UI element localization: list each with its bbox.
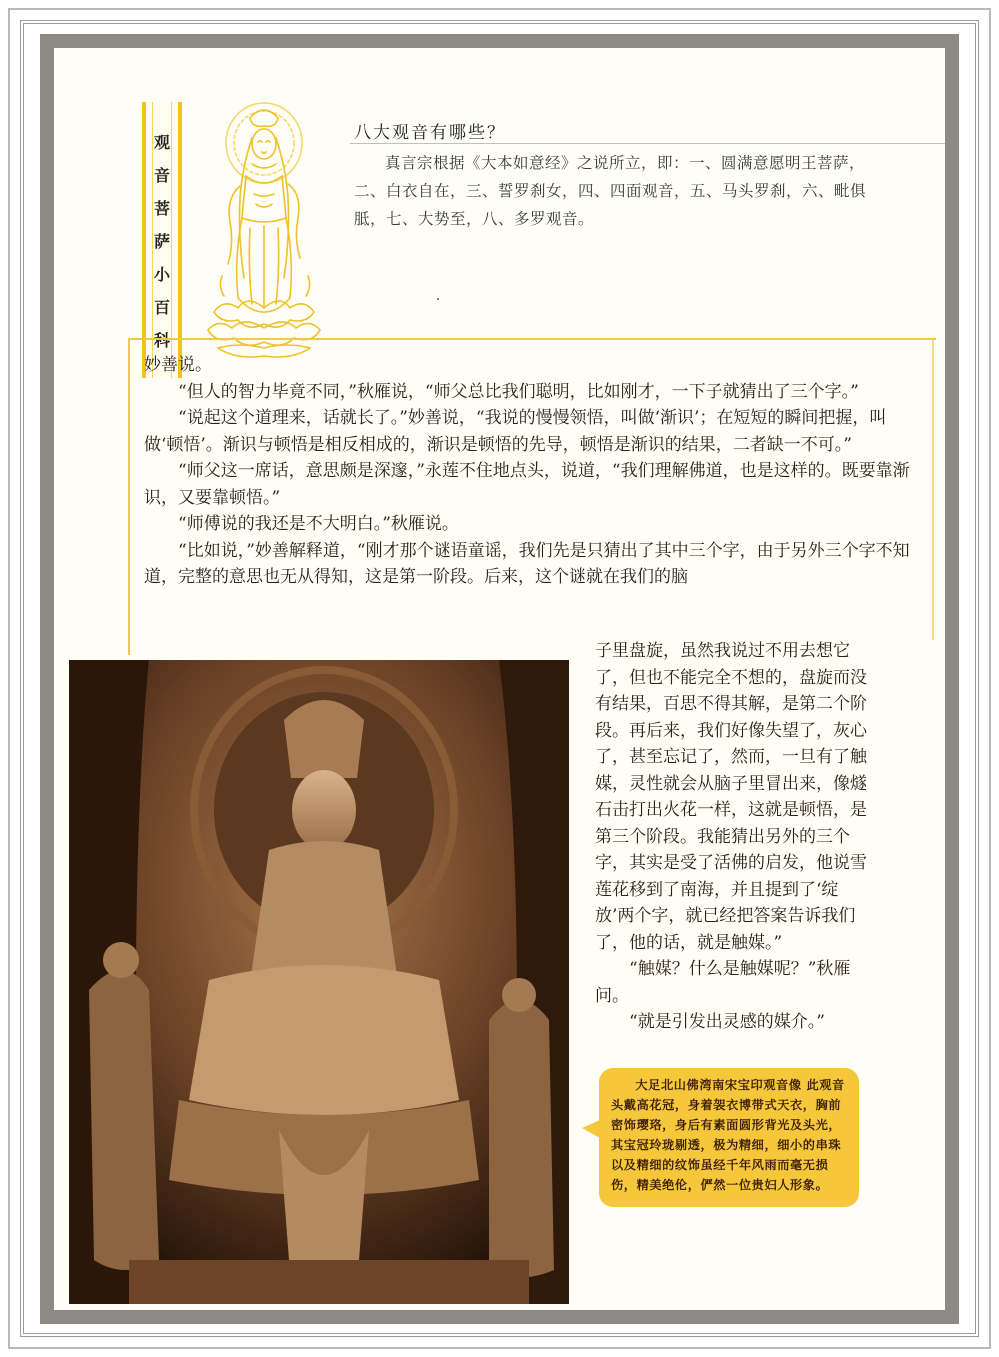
story-text — [144, 352, 924, 591]
caption-text: 大足北山佛湾南宋宝印观音像 此观音头戴高花冠，身着袈衣博带式天衣，胸前密饰璎珞，身后有素面圆形背光及头光，其宝冠玲珑剔透，极为精细，细小的串珠以及精细的纹饰虽经千年风雨而毫无损伤，精美绝伦，俨然一位贵妇人形象。 — [611, 1078, 845, 1192]
story-paragraph: “就是引发出灵感的媒介。” — [629, 1012, 825, 1032]
stone-statue-photo — [69, 660, 569, 1304]
story-text-column — [595, 638, 870, 1036]
sidebar-char: 菩 — [153, 199, 170, 218]
story-paragraph: “说起这个道理来，话就长了。”妙善说，“我说的慢慢领悟，叫做‘渐识’；在短短的瞬间把握，叫做‘顿悟’。渐识与顿悟是相反相成的，渐识是顿悟的先导，顿悟是渐识的结果，二者缺一不可。” — [144, 408, 887, 455]
sidebar-title — [142, 102, 182, 378]
story-paragraph: “师傅说的我还是不大明白。”秋雁说。 — [178, 514, 459, 534]
dot-mark — [437, 298, 439, 300]
story-paragraph: “但人的智力毕竟不同，”秋雁说，“师父总比我们聪明，比如刚才，一下子就猜出了三个字。” — [178, 381, 859, 402]
caption-pointer — [582, 1120, 600, 1138]
story-paragraph: “比如说，”妙善解释道，“刚才那个谜语童谣，我们先是只猜出了其中三个字，由于另外三个字不知道，完整的意思也无从得知，这是第一阶段。后来，这个谜就在我们的脑 — [144, 540, 910, 587]
sidebar-char: 百 — [153, 298, 170, 317]
question-body: 真言宗根据《大本如意经》之说所立，即：一、圆满意愿明王菩萨，二、白衣自在，三、誓罗刹女，四、四面观音，五、马头罗刹，六、毗俱胝，七、大势至，八、多罗观音。 — [354, 154, 867, 228]
question-title: 八大观音有哪些？ — [354, 123, 506, 143]
story-paragraph: “师父这一席话，意思颇是深邃，”永莲不住地点头，说道，“我们理解佛道，也是这样的。既要靠渐识，又要靠顿悟。” — [144, 461, 910, 508]
sidebar-char: 音 — [153, 166, 170, 185]
guanyin-line-drawing — [194, 98, 334, 366]
photo-caption — [599, 1068, 859, 1207]
story-paragraph: “触媒？什么是触媒呢？”秋雁问。 — [595, 959, 851, 1006]
story-frame-right — [932, 340, 934, 640]
sidebar-char: 观 — [153, 133, 170, 152]
story-paragraph: 子里盘旋，虽然我说过不用去想它了，但也不能完全不想的，盘旋而没有结果，百思不得其解，是第二个阶段。再后来，我们好像失望了，灰心了，甚至忘记了，然而，一旦有了触媒，灵性就会从脑子里冒出来，像燧石击打出火花一样，这就是顿悟，是第三个阶段。我能猜出另外的三个字，其实是受了活佛的启发，他说雪莲花移到了南海，并且提到了‘绽放’两个字，就已经把答案告诉我们了，他的话，就是触媒。” — [595, 641, 867, 953]
sidebar-char: 萨 — [153, 232, 170, 251]
page — [54, 48, 945, 1310]
sidebar-char: 科 — [153, 331, 170, 350]
title-underline — [350, 143, 945, 144]
story-paragraph: 妙善说。 — [144, 355, 212, 375]
sidebar-char: 小 — [153, 265, 170, 284]
